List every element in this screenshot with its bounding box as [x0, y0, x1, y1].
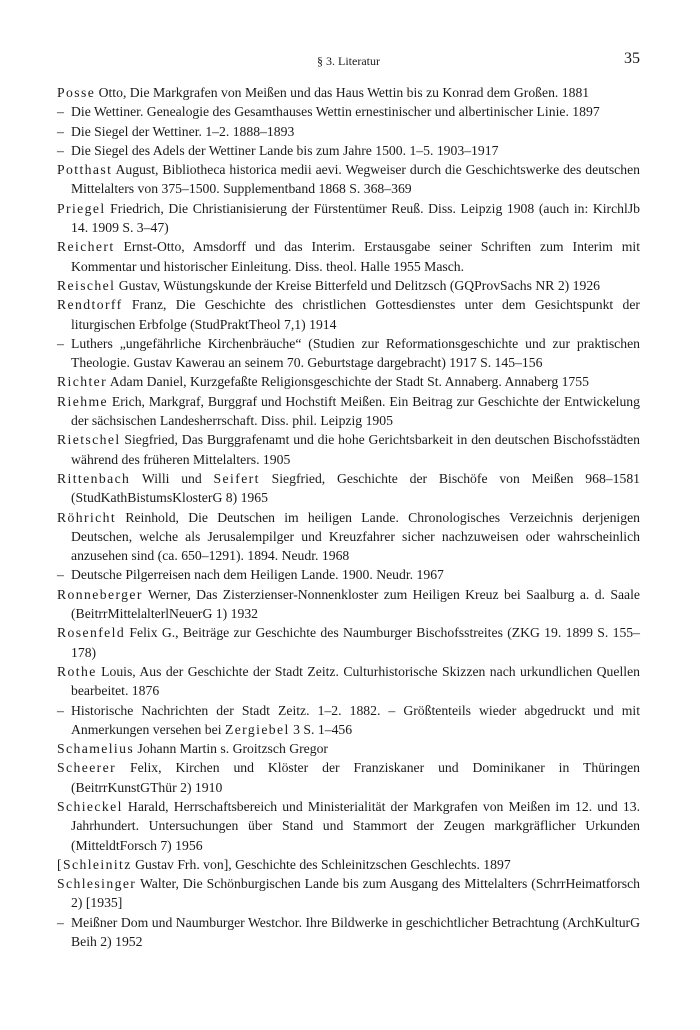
bibliography-entry [57, 855, 640, 874]
entry-text: Siegfried, Geschichte der Bischöfe von Meißen 968–1581 (StudKathBistumsKlosterG 8) 1965 [71, 470, 641, 506]
entry-author: Posse [57, 85, 96, 100]
bibliography-entry [57, 739, 640, 758]
bibliography-entry [57, 237, 640, 276]
entry-dash: – [57, 914, 64, 930]
entry-dash: – [57, 123, 64, 139]
entry-text: Adam Daniel, Kurzgefaßte Religionsgeschichte der Stadt St. Annaberg. Annaberg 1755 [107, 374, 589, 390]
bibliography-entry [57, 430, 640, 469]
bibliography-entry [57, 102, 640, 121]
entry-text: Gustav Frh. von], Geschichte des Schleinitzschen Geschlechts. 1897 [131, 856, 511, 872]
entry-text: Erich, Markgraf, Burggraf und Hochstift Meißen. Ein Beitrag zur Geschichte der Entwickelung der sächsischen Landesherrschaft. Diss. phil. Leipzig 1905 [71, 393, 640, 429]
bibliography-entry [57, 701, 640, 740]
entry-text: Louis, Aus der Geschichte der Stadt Zeitz. Culturhistorische Skizzen nach urkundlichen Quellen bearbeitet. 1876 [71, 663, 640, 699]
entry-author: Scheerer [57, 760, 117, 776]
entry-text: Reinhold, Die Deutschen im heiligen Lande. Chronologisches Verzeichnis derjenigen Deutschen, welche als Jerusalempilger und Kreuzfahrer sicher nachzuweisen oder wahrscheinlich anzusehen sind (ca. 650–1291). 1894. Neudr. 1968 [71, 509, 640, 564]
bibliography-entry [57, 469, 640, 508]
bibliography-entry [57, 662, 640, 701]
entry-text: Willi und [130, 470, 214, 486]
entry-dash: – [57, 335, 64, 351]
entry-text: Felix G., Beiträge zur Geschichte des Naumburger Bischofsstreites (ZKG 19. 1899 S. 155–178) [71, 625, 640, 660]
entry-text: Deutsche Pilgerreisen nach dem Heiligen Lande. 1900. Neudr. 1967 [71, 567, 444, 583]
entry-author: Reichert [57, 239, 115, 255]
running-header [57, 50, 640, 72]
bibliography-entry [57, 276, 640, 295]
entry-dash: – [57, 702, 64, 718]
entry-author: Schamelius [57, 741, 135, 757]
entry-author: Riehme [57, 393, 108, 409]
entry-author: Reischel [57, 277, 116, 293]
entry-text: Walter, Die Schönburgischen Lande bis zum Ausgang des Mittelalters (SchrrHeimatforsch 2) [1935] [71, 876, 640, 911]
entry-author: Rittenbach [57, 470, 131, 486]
entry-dash: – [57, 142, 64, 158]
entry-author: Potthast [57, 162, 113, 178]
entry-text: Otto, Die Markgrafen von Meißen und das Haus Wettin bis zu Konrad dem Großen. 1881 [95, 85, 590, 100]
entry-author: Zergiebel [224, 721, 290, 737]
bibliography-entry [57, 874, 640, 913]
entry-author: Ronneberger [57, 586, 143, 602]
entry-text: Ernst-Otto, Amsdorff und das Interim. Erstausgabe seiner Schriften zum Interim mit Kommentar und historischer Einleitung. Diss. theol. Halle 1955 Masch. [71, 239, 640, 274]
entry-author: Rosenfeld [57, 625, 126, 641]
entry-author: Rendtorff [57, 297, 123, 313]
entry-author: Schlesinger [57, 876, 137, 892]
entry-text: Historische Nachrichten der Stadt Zeitz. 1–2. 1882. – Größtenteils wieder abgedruckt und mit Anmerkungen versehen bei [71, 702, 640, 737]
entry-text: Werner, Das Zisterzienser-Nonnenkloster zum Heiligen Kreuz bei Saalburg a. d. Saale (BeitrrMittelalterlNeuerG 1) 1932 [71, 586, 640, 622]
bibliography-entry [57, 141, 640, 160]
bibliography-list [57, 83, 640, 951]
entry-author: Rietschel [57, 432, 121, 448]
entry-text: Johann Martin s. Groitzsch Gregor [134, 741, 328, 757]
bibliography-entry [57, 623, 640, 662]
entry-text: Die Siegel der Wettiner. 1–2. 1888–1893 [71, 123, 295, 139]
entry-text: August, Bibliotheca historica medii aevi. Wegweiser durch die Geschichtswerke des deutschen Mittelalters von 375–1500. Supplementband 1868 S. 368–369 [71, 162, 640, 197]
bibliography-entry [57, 160, 640, 199]
bibliography-entry [57, 913, 640, 952]
entry-author: Röhricht [57, 509, 117, 525]
entry-author: Schieckel [57, 798, 123, 814]
entry-dash: – [57, 567, 64, 583]
entry-author: Rothe [57, 663, 97, 679]
bibliography-entry [57, 83, 640, 102]
bibliography-entry [57, 122, 640, 141]
entry-text: Die Siegel des Adels der Wettiner Lande bis zum Jahre 1500. 1–5. 1903–1917 [71, 142, 499, 158]
entry-author: Richter [57, 374, 108, 390]
entry-text: Franz, Die Geschichte des christlichen Gottesdienstes unter dem Gesichtspunkt der liturgischen Erbfolge (StudPraktTheol 7,1) 1914 [71, 297, 640, 332]
bibliography-entry [57, 508, 640, 566]
bibliography-entry [57, 585, 640, 624]
entry-text: Meißner Dom und Naumburger Westchor. Ihre Bildwerke in geschichtlicher Betrachtung (ArchKulturG Beih 2) 1952 [71, 914, 640, 950]
entry-author: [Schleinitz [57, 856, 132, 872]
bibliography-entry [57, 372, 640, 391]
entry-text: Harald, Herrschaftsbereich und Ministerialität der Markgrafen von Meißen im 12. und 13. Jahrhundert. Untersuchungen über Stand und Stammort der Zeugen markgräflicher Urkunden (MitteldtForsch 7) 1956 [71, 798, 640, 853]
entry-text: Die Wettiner. Genealogie des Gesamthauses Wettin ernestinischer und albertinischer Linie. 1897 [71, 104, 600, 120]
bibliography-entry [57, 797, 640, 855]
entry-text: 3 S. 1–456 [289, 721, 353, 737]
bibliography-entry [57, 199, 640, 238]
entry-text: Siegfried, Das Burggrafenamt und die hohe Gerichtsbarkeit in den deutschen Bischofsstädten während des früheren Mittelalters. 1905 [71, 432, 640, 467]
entry-text: Gustav, Wüstungskunde der Kreise Bitterfeld und Delitzsch (GQProvSachs NR 2) 1926 [115, 277, 601, 293]
entry-text: Luthers „ungefährliche Kirchenbräuche“ (Studien zur Reformationsgeschichte und zur praktischen Theologie. Gustav Kawerau an seinem 70. Geburtstage dargebracht) 1917 S. 145–156 [71, 335, 640, 371]
entry-author: Seifert [213, 470, 260, 486]
bibliography-entry [57, 392, 640, 431]
page-number: 35 [624, 50, 640, 67]
running-title: § 3. Literatur [317, 54, 380, 68]
bibliography-entry [57, 334, 640, 373]
entry-author: Priegel [57, 200, 106, 216]
entry-text: Felix, Kirchen und Klöster der Franziskaner und Dominikaner in Thüringen (BeitrrKunstGThür 2) 1910 [71, 760, 640, 795]
bibliography-entry [57, 758, 640, 797]
entry-text: Friedrich, Die Christianisierung der Fürstentümer Reuß. Diss. Leipzig 1908 (auch in: KirchlJb 14. 1909 S. 3–47) [71, 200, 640, 236]
bibliography-entry [57, 295, 640, 334]
entry-dash: – [57, 104, 64, 120]
bibliography-entry [57, 565, 640, 584]
